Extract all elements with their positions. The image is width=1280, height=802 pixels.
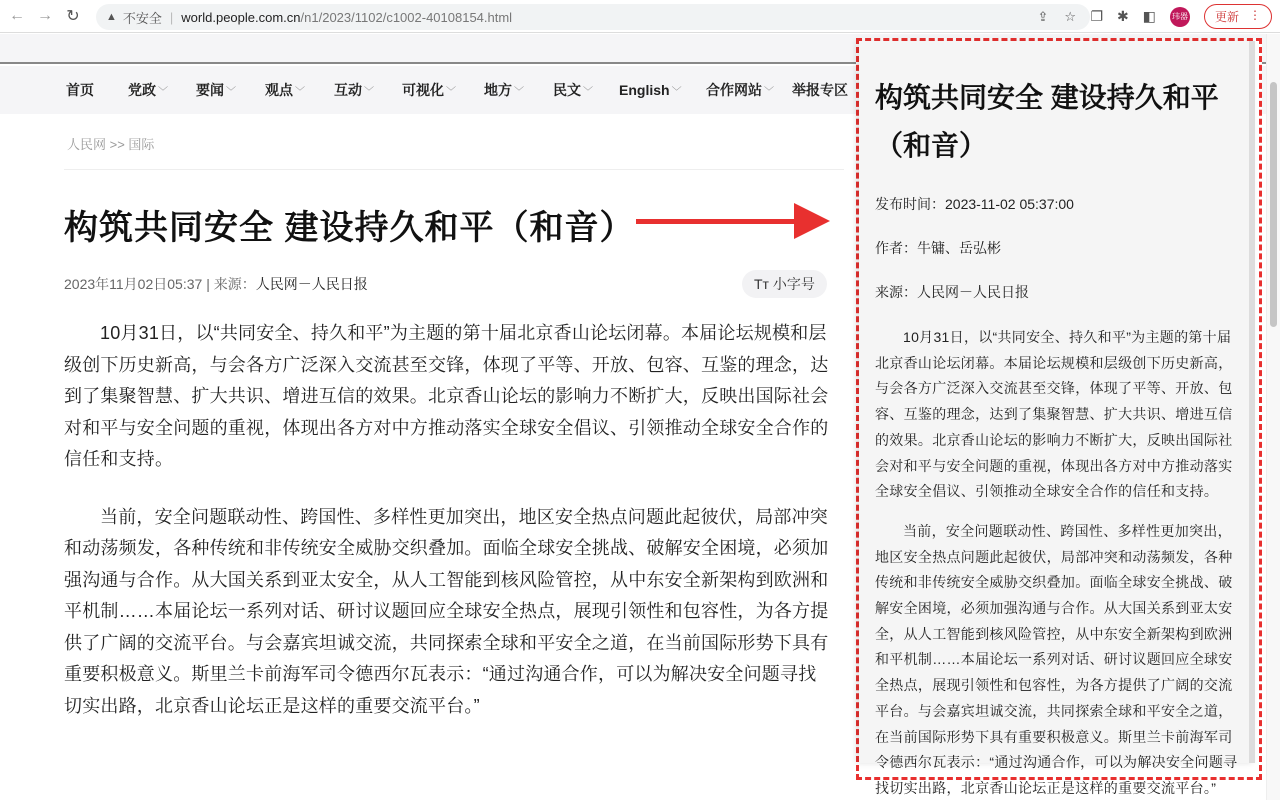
warning-icon: ▲ [106, 11, 117, 23]
reader-body [875, 325, 1241, 802]
nav-item[interactable] [402, 81, 456, 102]
back-icon[interactable]: ← [9, 7, 25, 24]
nav-item-label: 合作网站 [706, 82, 762, 98]
nav-item[interactable] [265, 81, 305, 102]
scrollbar-thumb[interactable] [1270, 82, 1277, 327]
nav-item-label: English [619, 82, 670, 98]
reader-published: 发布时间：2023-11-02 05:37:00 [875, 196, 1074, 212]
nav-item-label: 观点 [265, 82, 293, 98]
nav-item[interactable] [128, 81, 168, 102]
chevron-down-icon: ﹀ [671, 87, 682, 98]
star-icon[interactable]: ☆ [1064, 9, 1076, 24]
arrow-annotation-icon [636, 203, 830, 239]
nav-item-label: 民文 [553, 82, 581, 98]
address-bar[interactable] [96, 4, 1090, 30]
chevron-down-icon: ﹀ [514, 87, 524, 98]
browser-toolbar [0, 0, 1280, 33]
chevron-down-icon: ﹀ [226, 87, 236, 98]
share-icon[interactable]: ⇪ [1037, 9, 1049, 24]
url-host: world.people.com.cn [181, 9, 301, 25]
nav-item[interactable] [553, 81, 593, 102]
page-title: 构筑共同安全 建设持久和平（和音） [64, 209, 635, 247]
chevron-down-icon: ﹀ [158, 87, 168, 98]
font-size-label: 小字号 [772, 276, 815, 292]
publish-date: 2023年11月02日05:37 [64, 276, 203, 292]
nav-item-label: 可视化 [402, 82, 444, 98]
breadcrumb[interactable]: 人民网 >> 国际 [67, 137, 155, 152]
avatar[interactable]: 玮器 [1170, 7, 1190, 27]
reader-author: 作者：牛镛、岳弘彬 [875, 240, 1001, 256]
url-path: /n1/2023/1102/c1002-40108154.html [300, 9, 513, 25]
nav-item[interactable] [792, 81, 848, 99]
nav-item-label: 地方 [484, 82, 512, 98]
nav-item-label: 首页 [66, 82, 94, 98]
nav-item-label: 互动 [334, 82, 362, 98]
chevron-down-icon: ﹀ [446, 87, 456, 98]
nav-item-label: 党政 [128, 82, 156, 98]
font-size-button[interactable] [742, 270, 827, 298]
nav-item[interactable] [706, 81, 774, 102]
reader-title: 构筑共同安全 建设持久和平（和音） [875, 82, 1219, 161]
reader-scrollbar[interactable] [1249, 41, 1255, 763]
forward-icon[interactable]: → [37, 7, 53, 24]
extensions-icon[interactable]: ✱ [1117, 8, 1129, 24]
paragraph: 当前，安全问题联动性、跨国性、多样性更加突出，地区安全热点问题此起彼伏，局部冲突和动荡频发，各种传统和非传统安全威胁交织叠加。面临全球安全挑战、破解安全困境，必须加强沟通与合作。从大国关系到亚太安全，从人工智能到核风险管控，从中东安全新架构到欧洲和平机制……本届论坛一系列对话、研讨议题回应全球安全热点，展现引领性和包容性，为各方提供了广阔的交流平台。与会嘉宾坦诚交流，共同探索全球和平安全之道，在当前国际形势下具有重要积极意义。斯里兰卡前海军司令德西尔瓦表示：“通过沟通合作，可以为解决安全问题寻找切实出路，北京香山论坛正是这样的重要交流平台。” [64, 506, 829, 716]
nav-item[interactable] [334, 81, 374, 102]
menu-icon[interactable]: ⋮ [1249, 8, 1261, 22]
font-size-icon: Tт [754, 276, 773, 292]
nav-item-home[interactable] [66, 81, 94, 99]
scrollbar[interactable] [1266, 34, 1280, 800]
reader-panel [856, 38, 1262, 796]
source: 人民网－人民日报 [255, 276, 368, 292]
article-body [64, 318, 834, 748]
paragraph: 10月31日，以“共同安全、持久和平”为主题的第十届北京香山论坛闭幕。本届论坛规模和层级创下历史新高，与会各方广泛深入交流甚至交锋，体现了平等、开放、包容、互鉴的理念，达到了集聚智慧、扩大共识、增进互信的效果。北京香山论坛的影响力不断扩大，反映出国际社会对和平与安全问题的重视，体现出各方对中方推动落实全球安全倡议、引领推动全球安全合作的信任和支持。 [875, 329, 1233, 500]
update-button[interactable] [1204, 4, 1272, 29]
nav-item-label: 举报专区 [792, 82, 848, 98]
chevron-down-icon: ﹀ [583, 87, 593, 98]
update-label: 更新 [1214, 10, 1239, 24]
nav-item-label: 要闻 [196, 82, 224, 98]
chevron-down-icon: ﹀ [764, 87, 774, 98]
article-meta [64, 274, 368, 294]
paragraph: 10月31日，以“共同安全、持久和平”为主题的第十届北京香山论坛闭幕。本届论坛规模和层级创下历史新高，与会各方广泛深入交流甚至交锋，体现了平等、开放、包容、互鉴的理念，达到了集聚智慧、扩大共识、增进互信的效果。北京香山论坛的影响力不断扩大，反映出国际社会对和平与安全问题的重视，体现出各方对中方推动落实全球安全倡议、引领推动全球安全合作的信任和支持。 [64, 323, 829, 469]
chevron-down-icon: ﹀ [364, 87, 374, 98]
chevron-down-icon: ﹀ [295, 87, 305, 98]
nav-item[interactable] [619, 81, 682, 102]
reader-icon[interactable]: ❐ [1090, 8, 1104, 24]
nav-item[interactable] [484, 81, 524, 102]
paragraph: 当前，安全问题联动性、跨国性、多样性更加突出，地区安全热点问题此起彼伏，局部冲突和动荡频发，各种传统和非传统安全威胁交织叠加。面临全球安全挑战、破解安全困境，必须加强沟通与合作。从大国关系到亚太安全，从人工智能到核风险管控，从中东安全新架构到欧洲和平机制……本届论坛一系列对话、研讨议题回应全球安全热点，展现引领性和包容性，为各方提供了广阔的交流平台。与会嘉宾坦诚交流，共同探索全球和平安全之道，在当前国际形势下具有重要积极意义。斯里兰卡前海军司令德西尔瓦表示：“通过沟通合作，可以为解决安全问题寻找切实出路，北京香山论坛正是这样的重要交流平台。” [875, 522, 1238, 796]
divider: | [169, 9, 174, 25]
source-label: | 来源： [206, 276, 256, 292]
security-label: 不安全 [122, 10, 162, 26]
nav-item[interactable] [196, 81, 236, 102]
reader-source: 来源：人民网－人民日报 [875, 284, 1029, 300]
divider [64, 169, 844, 170]
reload-icon[interactable]: ↻ [66, 8, 80, 25]
sidepanel-icon[interactable]: ◧ [1142, 8, 1156, 24]
